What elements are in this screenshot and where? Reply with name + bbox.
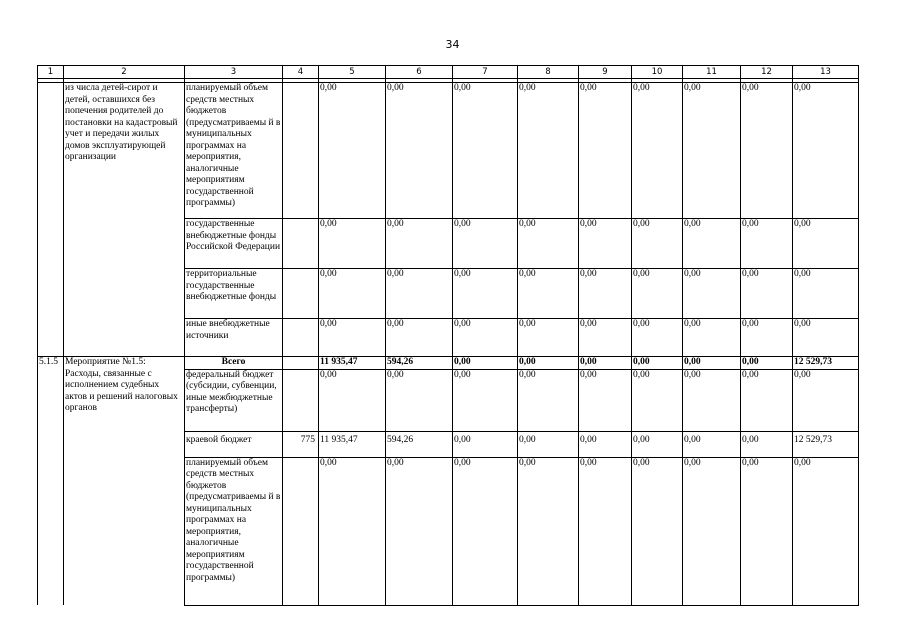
table-row [38,83,859,219]
budget-code [283,357,319,370]
column-header: 7 [453,66,518,79]
value-cell: 0,00 [386,269,453,319]
value-cell: 0,00 [518,357,579,370]
value-cell: 0,00 [453,83,518,219]
value-cell: 0,00 [386,83,453,219]
value-cell: 0,00 [453,357,518,370]
value-cell: 0,00 [579,219,632,269]
value-cell: 0,00 [579,269,632,319]
measure-description: из числа детей-сирот и детей, оставшихся без попечения родителей до постановки на кадастровый учет и передачи жилых домов эксплуатирующей организации [64,83,185,357]
value-cell: 11 935,47 [319,357,386,370]
budget-code [283,83,319,219]
value-cell: 0,00 [319,269,386,319]
column-header: 1 [38,66,64,79]
value-cell: 0,00 [319,219,386,269]
value-cell: 0,00 [453,219,518,269]
value-cell: 0,00 [319,369,386,431]
value-cell: 0,00 [632,357,683,370]
budget-table [37,65,859,606]
column-header: 2 [64,66,185,79]
funding-source: Всего [185,357,283,370]
value-cell: 0,00 [683,431,741,457]
value-cell: 0,00 [632,269,683,319]
value-cell: 0,00 [741,219,793,269]
column-header: 10 [632,66,683,79]
value-cell: 0,00 [453,269,518,319]
value-cell: 0,00 [741,269,793,319]
value-cell: 0,00 [579,369,632,431]
funding-source: планируемый объем средств местных бюджетов (предусматриваемы й в муниципальных программах на мероприятия, аналогичные мероприятиям государственной программы) [185,83,283,219]
value-cell: 0,00 [793,269,859,319]
value-cell: 0,00 [518,83,579,219]
value-cell: 0,00 [579,431,632,457]
value-cell: 0,00 [632,457,683,605]
value-cell: 0,00 [319,83,386,219]
value-cell: 0,00 [793,457,859,605]
value-cell: 594,26 [386,357,453,370]
value-cell: 0,00 [518,269,579,319]
column-header: 11 [683,66,741,79]
value-cell: 0,00 [518,219,579,269]
value-cell: 0,00 [793,369,859,431]
value-cell: 0,00 [793,219,859,269]
value-cell: 12 529,73 [793,357,859,370]
column-header: 13 [793,66,859,79]
value-cell: 0,00 [579,457,632,605]
value-cell: 0,00 [683,319,741,357]
value-cell: 0,00 [632,369,683,431]
value-cell: 594,26 [386,431,453,457]
value-cell: 11 935,47 [319,431,386,457]
column-header: 5 [319,66,386,79]
value-cell: 0,00 [793,319,859,357]
value-cell: 12 529,73 [793,431,859,457]
budget-code [283,269,319,319]
value-cell: 0,00 [683,369,741,431]
value-cell: 0,00 [319,457,386,605]
column-header: 4 [283,66,319,79]
value-cell: 0,00 [386,319,453,357]
table-row [38,357,859,370]
value-cell: 0,00 [579,83,632,219]
column-header: 3 [185,66,283,79]
value-cell: 0,00 [632,431,683,457]
funding-source: государственные внебюджетные фонды Российской Федерации [185,219,283,269]
value-cell: 0,00 [453,431,518,457]
value-cell: 0,00 [741,319,793,357]
value-cell: 0,00 [386,219,453,269]
funding-source: планируемый объем средств местных бюджетов (предусматриваемы й в муниципальных программах на мероприятия, аналогичные мероприятиям государственной программы) [185,457,283,605]
value-cell: 0,00 [518,319,579,357]
column-header: 12 [741,66,793,79]
funding-source: федеральный бюджет (субсидии, субвенции, иные межбюджетные трансферты) [185,369,283,431]
column-header: 6 [386,66,453,79]
value-cell: 0,00 [741,83,793,219]
value-cell: 0,00 [632,83,683,219]
value-cell: 0,00 [683,357,741,370]
value-cell: 0,00 [741,431,793,457]
value-cell: 0,00 [683,83,741,219]
value-cell: 0,00 [453,369,518,431]
value-cell: 0,00 [518,431,579,457]
budget-code [283,457,319,605]
value-cell: 0,00 [453,319,518,357]
measure-description: Мероприятие №1.5: Расходы, связанные с исполнением судебных актов и решений налоговых органов [64,357,185,606]
budget-code [283,319,319,357]
value-cell: 0,00 [741,369,793,431]
value-cell: 0,00 [319,319,386,357]
row-number-cell: 5.1.5 [38,357,64,606]
value-cell: 0,00 [386,457,453,605]
value-cell: 0,00 [579,357,632,370]
value-cell: 0,00 [518,369,579,431]
value-cell: 0,00 [683,219,741,269]
funding-source: территориальные государственные внебюджетные фонды [185,269,283,319]
value-cell: 0,00 [518,457,579,605]
value-cell: 0,00 [579,319,632,357]
column-header: 8 [518,66,579,79]
page-number: 34 [445,38,460,51]
value-cell: 0,00 [453,457,518,605]
value-cell: 0,00 [741,457,793,605]
row-number-cell [38,83,64,357]
value-cell: 0,00 [741,357,793,370]
value-cell: 0,00 [683,269,741,319]
funding-source: краевой бюджет [185,431,283,457]
budget-code: 775 [283,431,319,457]
column-number-header [38,66,859,79]
value-cell: 0,00 [632,219,683,269]
value-cell: 0,00 [683,457,741,605]
funding-source: иные внебюджетные источники [185,319,283,357]
column-header: 9 [579,66,632,79]
budget-code [283,219,319,269]
value-cell: 0,00 [793,83,859,219]
value-cell: 0,00 [386,369,453,431]
value-cell: 0,00 [632,319,683,357]
budget-code [283,369,319,431]
